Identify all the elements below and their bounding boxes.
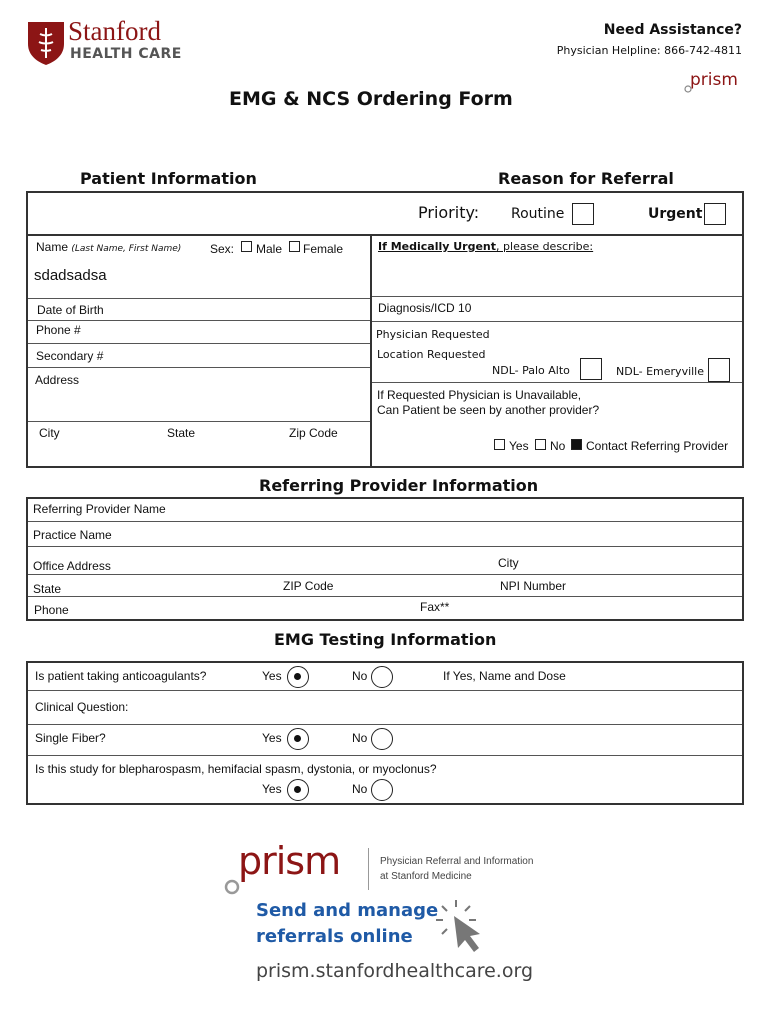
divider	[28, 421, 370, 422]
form-title: EMG & NCS Ordering Form	[229, 88, 513, 110]
bleph-yes-label: Yes	[262, 782, 282, 796]
ndl-palo-alto-checkbox[interactable]	[580, 358, 602, 380]
single-fiber-no-radio[interactable]	[371, 728, 393, 750]
unavailable-line1: If Requested Physician is Unavailable,	[377, 388, 582, 402]
referral-heading: Reason for Referral	[498, 169, 674, 188]
cta-line-1: Send and manage	[256, 900, 439, 921]
male-label: Male	[256, 242, 283, 256]
provider-name-label[interactable]: Referring Provider Name	[33, 502, 166, 516]
sex-label: Sex:	[210, 242, 235, 256]
divider	[370, 234, 372, 468]
unavailable-line2: Can Patient be seen by another provider?	[377, 403, 600, 417]
patient-name-input[interactable]: sdadsadsa	[34, 267, 107, 284]
prism-url[interactable]: prism.stanfordhealthcare.org	[256, 960, 534, 982]
routine-checkbox[interactable]	[572, 203, 594, 225]
urgent-label: Urgent	[648, 206, 703, 222]
divider	[372, 296, 742, 297]
npi-label[interactable]: NPI Number	[500, 579, 567, 593]
stanford-logo	[26, 18, 186, 68]
footer-tagline-1: Physician Referral and Information	[380, 856, 534, 867]
blepharospasm-question: Is this study for blepharospasm, hemifacial spasm, dystonia, or myoclonus?	[35, 762, 437, 776]
provider-state-label[interactable]: State	[33, 582, 62, 596]
divider	[28, 343, 370, 344]
radio-selected-dot	[294, 673, 301, 680]
divider	[28, 690, 742, 691]
provider-zip-label[interactable]: ZIP Code	[283, 579, 334, 593]
divider	[372, 321, 742, 322]
provider-phone-label[interactable]: Phone	[34, 603, 69, 617]
practice-name-label[interactable]: Practice Name	[33, 528, 112, 542]
logo-subtitle: HEALTH CARE	[70, 46, 182, 62]
alt-yes-label: Yes	[509, 439, 529, 453]
single-fiber-yes-label: Yes	[262, 731, 282, 745]
bleph-no-label: No	[352, 782, 368, 796]
anticoag-dose-label[interactable]: If Yes, Name and Dose	[443, 669, 566, 683]
single-fiber-yes-radio[interactable]	[287, 728, 309, 750]
footer-divider	[368, 848, 369, 890]
single-fiber-no-label: No	[352, 731, 368, 745]
divider	[28, 298, 370, 299]
anticoag-question: Is patient taking anticoagulants?	[35, 669, 207, 683]
provider-heading: Referring Provider Information	[259, 476, 539, 495]
diagnosis-label[interactable]: Diagnosis/ICD 10	[378, 301, 472, 315]
bleph-no-radio[interactable]	[371, 779, 393, 801]
dob-label[interactable]: Date of Birth	[37, 303, 104, 317]
alt-no-checkbox[interactable]	[535, 439, 546, 450]
assist-title: Need Assistance?	[603, 22, 742, 38]
divider	[28, 724, 742, 725]
radio-selected-dot	[294, 735, 301, 742]
ndl-emeryville-checkbox[interactable]	[708, 358, 730, 382]
ndl-emeryville-label: NDL- Emeryville	[616, 365, 705, 378]
female-checkbox[interactable]	[289, 241, 300, 252]
divider	[28, 755, 742, 756]
divider	[26, 234, 744, 236]
prism-logo-large: prism	[222, 843, 362, 899]
provider-city-label[interactable]: City	[498, 556, 519, 570]
alt-no-label: No	[550, 439, 566, 453]
divider	[28, 596, 742, 597]
radio-selected-dot	[294, 786, 301, 793]
alt-contact-checkbox[interactable]	[571, 439, 582, 450]
state-label[interactable]: State	[167, 426, 196, 440]
alt-contact-label: Contact Referring Provider	[586, 439, 729, 453]
anticoag-yes-radio[interactable]	[287, 666, 309, 688]
zip-label[interactable]: Zip Code	[289, 426, 338, 440]
urgent-checkbox[interactable]	[704, 203, 726, 225]
divider	[28, 521, 742, 522]
anticoag-no-label: No	[352, 669, 368, 683]
divider	[28, 574, 742, 575]
logo-wordmark: Stanford	[68, 16, 161, 46]
clinical-question-label[interactable]: Clinical Question:	[35, 700, 129, 714]
female-label: Female	[303, 242, 344, 256]
prism-logo-small: prism	[684, 72, 744, 96]
footer-tagline-2: at Stanford Medicine	[380, 871, 472, 882]
anticoag-no-radio[interactable]	[371, 666, 393, 688]
urgent-describe-label: If Medically Urgent, please describe:	[378, 240, 594, 253]
stanford-shield-icon	[26, 20, 66, 66]
location-requested-label: Location Requested	[377, 348, 486, 361]
name-label: Name (Last Name, First Name)	[36, 240, 182, 254]
patient-heading: Patient Information	[80, 169, 257, 188]
bleph-yes-radio[interactable]	[287, 779, 309, 801]
alt-yes-checkbox[interactable]	[494, 439, 505, 450]
divider	[28, 367, 370, 368]
cta-line-2: referrals online	[256, 926, 413, 947]
office-address-label[interactable]: Office Address	[33, 559, 111, 573]
divider	[28, 320, 370, 321]
routine-label: Routine	[511, 206, 565, 222]
helpline: Physician Helpline: 866-742-4811	[556, 44, 742, 57]
divider	[372, 382, 742, 383]
male-checkbox[interactable]	[241, 241, 252, 252]
emg-heading: EMG Testing Information	[274, 630, 497, 649]
phone-label[interactable]: Phone #	[36, 323, 81, 337]
single-fiber-question: Single Fiber?	[35, 731, 106, 745]
anticoag-yes-label: Yes	[262, 669, 282, 683]
address-label[interactable]: Address	[35, 373, 80, 387]
physician-requested-label[interactable]: Physician Requested	[376, 328, 490, 341]
fax-label[interactable]: Fax**	[420, 600, 450, 614]
ndl-palo-alto-label: NDL- Palo Alto	[492, 364, 570, 377]
priority-label: Priority:	[418, 203, 480, 222]
city-label[interactable]: City	[39, 426, 60, 440]
cursor-click-icon	[434, 898, 490, 954]
divider	[28, 546, 742, 547]
secondary-phone-label[interactable]: Secondary #	[36, 349, 104, 363]
